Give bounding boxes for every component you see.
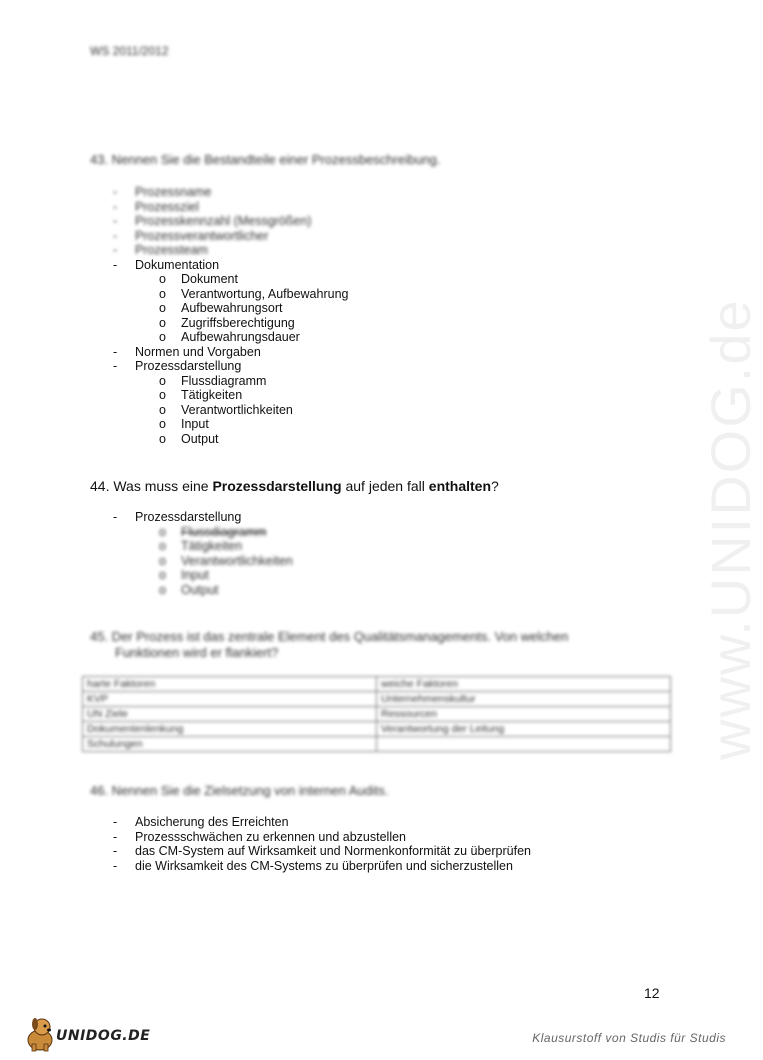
watermark: www.UNIDOG.de xyxy=(699,298,762,760)
question-45-title: 45. Der Prozess ist das zentrale Element des Qualitätsmanagements. Von welchen xyxy=(90,629,569,644)
table-row: KVP Unternehmenskultur xyxy=(83,692,671,707)
functions-table xyxy=(82,676,671,752)
sub-list-item: o Tätigkeiten xyxy=(159,388,243,402)
unidog-logo xyxy=(24,1014,154,1054)
table-row: Schulungen xyxy=(83,737,671,752)
sub-list-item: o Zugriffsberechtigung xyxy=(159,315,295,330)
sub-list-item: o Aufbewahrungsort xyxy=(159,301,283,315)
question-46-title: 46. Nennen Sie die Zielsetzung von internen Audits. xyxy=(90,783,389,798)
semester-header: WS 2011/2012 xyxy=(90,44,169,58)
footer-slogan: Klausurstoff von Studis für Studis xyxy=(532,1031,726,1045)
sub-list-item: o Verantwortlichkeiten xyxy=(159,402,293,417)
sub-list-item: o Verantwortlichkeiten xyxy=(159,553,293,568)
question-44-title: 44. Was muss eine Prozessdarstellung auf jeden fall enthalten? xyxy=(90,478,499,494)
question-43-title: 43. Nennen Sie die Bestandteile einer Prozessbeschreibung. xyxy=(90,152,441,167)
list-item: - Prozessziel xyxy=(113,199,199,214)
sub-list-item: o Flussdiagramm xyxy=(159,524,267,539)
question-43-list xyxy=(113,185,673,446)
list-item: - Prozesskennzahl (Messgrößen) xyxy=(113,214,312,228)
question-46-list xyxy=(113,815,673,873)
list-item: - Prozessdarstellung xyxy=(113,510,242,524)
logo-text: UNIDOG.DE xyxy=(56,1028,151,1044)
page-number: 12 xyxy=(644,985,660,1001)
list-item: - Prozessschwächen zu erkennen und abzustellen xyxy=(113,829,407,844)
question-44-list xyxy=(113,510,673,597)
list-item: - Dokumentation xyxy=(113,257,220,272)
list-item: - Prozessname xyxy=(113,185,212,199)
sub-list-item: o Verantwortung, Aufbewahrung xyxy=(159,286,349,301)
sub-list-item: o Aufbewahrungsdauer xyxy=(159,330,300,344)
dog-icon xyxy=(24,1014,58,1054)
list-item: - Normen und Vorgaben xyxy=(113,344,261,359)
sub-list-item: o Flussdiagramm xyxy=(159,373,267,388)
sub-list-item: o Output xyxy=(159,582,219,597)
sub-list-item: o Tätigkeiten xyxy=(159,539,243,553)
sub-list-item: o Input xyxy=(159,417,209,431)
sub-list-item: o Input xyxy=(159,568,209,582)
table-row: Dokumentenlenkung Verantwortung der Leitung xyxy=(83,722,671,737)
table-row: UN Ziele Ressourcen xyxy=(83,707,671,722)
table-row: harte Faktoren weiche Faktoren xyxy=(83,677,671,692)
question-45-title-line2: Funktionen wird er flankiert? xyxy=(115,645,279,660)
list-item: - Prozessverantwortlicher xyxy=(113,228,269,243)
list-item: - das CM-System auf Wirksamkeit und Normenkonformität zu überprüfen xyxy=(113,844,531,858)
list-item: - die Wirksamkeit des CM-Systems zu überprüfen und sicherzustellen xyxy=(113,858,513,873)
list-item: - Prozessdarstellung xyxy=(113,359,242,373)
list-item: - Absicherung des Erreichten xyxy=(113,815,289,829)
list-item: - Prozessteam xyxy=(113,243,208,257)
sub-list-item: o Dokument xyxy=(159,272,238,286)
sub-list-item: o Output xyxy=(159,431,219,446)
